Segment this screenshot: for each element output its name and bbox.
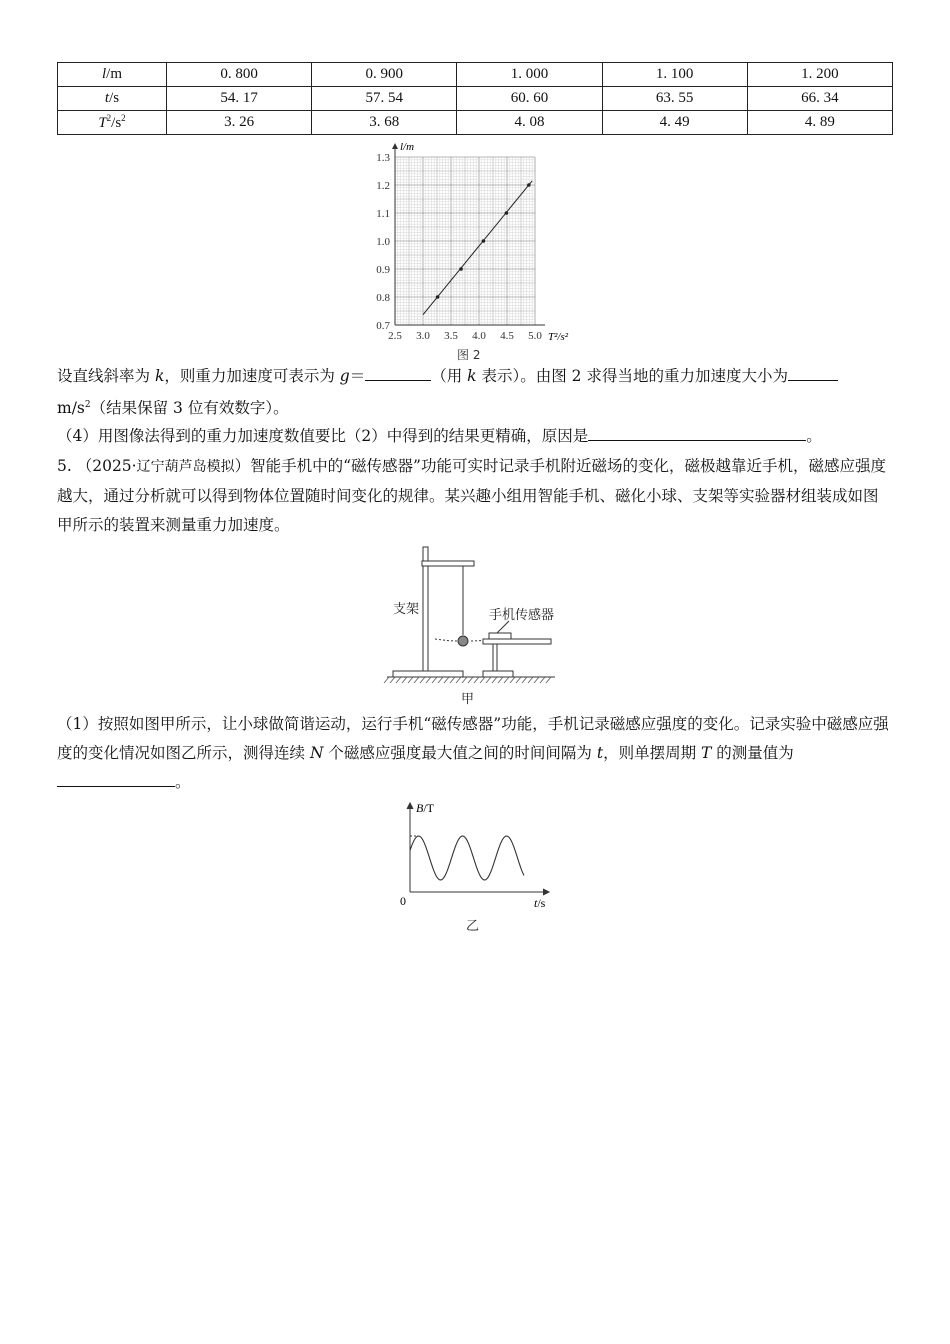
figure-caption: 甲	[461, 692, 475, 707]
answer-blank[interactable]	[788, 364, 838, 381]
y-tick-label: 1.0	[376, 236, 390, 248]
sensor-label: 手机传感器	[489, 608, 555, 623]
y-tick-label: 1.1	[376, 208, 390, 220]
x-arrow	[543, 889, 549, 895]
x-tick-label: 2.5	[388, 330, 402, 342]
row-header-l: l/m	[58, 63, 167, 87]
origin-label: 0	[400, 894, 406, 908]
table-cell: 4. 89	[747, 111, 892, 135]
x-tick-label: 4.5	[500, 330, 514, 342]
table-cell: 60. 60	[457, 87, 602, 111]
question-1-text: （1）按照如图甲所示，让小球做简谐运动，运行手机“磁传感器”功能，手机记录磁感应强度的变化。记录实验中磁感应强度的变化情况如图乙所示，测得连续 N 个磁感应强度最大值之间的时间间隔为 t，则单摆周期 T 的测量值为。	[57, 715, 889, 791]
data-point	[459, 267, 463, 271]
question-3-text: 设直线斜率为 k，则重力加速度可表示为 g＝ （用 k 表示）。由图 2 求得当地的重力加速度大小为 $m/s^2$（结果保留 3 位有效数字）。	[57, 362, 893, 423]
support-table	[483, 639, 551, 644]
grid	[392, 143, 545, 325]
table-cell: 54. 17	[167, 87, 312, 111]
stand-arm	[422, 561, 474, 566]
table-cell: 0. 900	[312, 63, 457, 87]
x-tick-label: 3.0	[416, 330, 430, 342]
table-cell: 57. 54	[312, 87, 457, 111]
b-vs-t-graph	[396, 800, 556, 934]
measurement-table	[57, 62, 893, 135]
table-cell: 1. 200	[747, 63, 892, 87]
table-cell: 3. 68	[312, 111, 457, 135]
magnetic-ball	[458, 636, 468, 646]
data-point	[436, 295, 440, 299]
x-tick-label: 5.0	[528, 330, 542, 342]
table-cell: 0. 800	[167, 63, 312, 87]
table-row	[58, 63, 893, 87]
row-header-t: t/s	[58, 87, 167, 111]
figure-caption: 图 2	[457, 348, 481, 362]
support-leg	[493, 644, 497, 672]
fit-line-segment	[423, 181, 532, 315]
data-point	[527, 183, 531, 187]
apparatus-diagram	[385, 545, 565, 709]
x-axis-label: t/s	[534, 896, 546, 910]
phone-sensor	[489, 633, 511, 639]
y-tick-label: 1.3	[376, 152, 390, 164]
x-tick-label: 4.0	[472, 330, 486, 342]
y-axis-label: B/T	[416, 801, 435, 815]
table-cell: 4. 49	[602, 111, 747, 135]
l-vs-t2-graph	[360, 140, 590, 362]
table-row	[58, 87, 893, 111]
problem-5-text: 5. （2025·辽宁葫芦岛模拟）智能手机中的“磁传感器”功能可实时记录手机附近磁场的变化，磁极越靠近手机，磁感应强度越大，通过分析就可以得到物体位置随时间变化的规律。某兴趣小组用智能手机、磁化小球、支架等实验器材组装成如图甲所示的装置来测量重力加速度。	[57, 457, 886, 534]
y-tick-label: 1.2	[376, 180, 390, 192]
x-tick-label: 3.5	[444, 330, 458, 342]
table-cell: 3. 26	[167, 111, 312, 135]
data-point	[482, 239, 486, 243]
y-axis-label: l/m	[400, 141, 415, 153]
question-4-text: （4）用图像法得到的重力加速度数值要比（2）中得到的结果更精确，原因是 。	[57, 422, 893, 451]
answer-blank[interactable]	[365, 364, 431, 381]
stand-base	[393, 671, 463, 677]
table-row	[58, 111, 893, 135]
answer-blank[interactable]	[57, 770, 175, 787]
y-tick-label: 0.9	[376, 264, 390, 276]
fit-line	[423, 181, 532, 315]
table-cell: 1. 100	[602, 63, 747, 87]
figure-caption: 乙	[466, 919, 480, 934]
y-arrow	[407, 803, 413, 809]
table-cell: 66. 34	[747, 87, 892, 111]
row-header-t2: $T^2/s^2$	[58, 111, 167, 135]
table-cell: 63. 55	[602, 87, 747, 111]
y-tick-label: 0.7	[376, 320, 390, 332]
y-tick-label: 0.8	[376, 292, 390, 304]
table-cell: 1. 000	[457, 63, 602, 87]
x-axis-label: T²/s²	[548, 331, 569, 343]
data-point	[505, 211, 509, 215]
y-axis-arrow	[392, 143, 398, 149]
answer-blank[interactable]	[588, 424, 806, 441]
stand-label: 支架	[393, 602, 420, 617]
b-field-curve	[410, 836, 524, 880]
table-cell: 4. 08	[457, 111, 602, 135]
